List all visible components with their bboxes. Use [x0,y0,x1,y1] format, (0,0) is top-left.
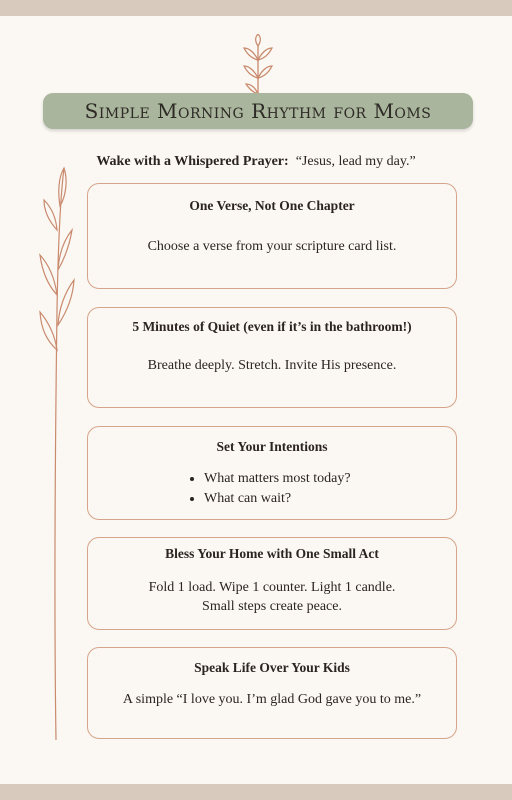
prayer-label: Wake with a Whispered Prayer: [96,154,289,169]
card-heading: Set Your Intentions [216,439,328,454]
card-heading: 5 Minutes of Quiet (even if it’s in the bathroom!) [132,319,412,334]
intentions-list [186,469,351,509]
card-heading: Speak Life Over Your Kids [194,660,350,675]
card-speak-life [87,647,457,739]
list-item: • What can wait? [204,489,351,509]
botanical-stem-icon [30,160,80,745]
card-body: A simple “I love you. I’m glad God gave you to me.” [122,692,422,707]
card-intentions [87,426,457,520]
card-body-line: Small steps create peace. [202,599,342,614]
card-heading: One Verse, Not One Chapter [189,198,355,213]
page-title: Simple Morning Rhythm for Moms [84,99,432,123]
title-banner [43,93,473,129]
card-bless-home [87,537,457,630]
card-heading: Bless Your Home with One Small Act [165,546,379,561]
card-body-line: Fold 1 load. Wipe 1 counter. Light 1 candle. [148,580,396,595]
card-body: Breathe deeply. Stretch. Invite His presence. [147,358,397,373]
card-quiet [87,307,457,408]
list-item: • What matters most today? [204,469,351,489]
prayer-text: “Jesus, lead my day.” [295,154,416,169]
card-body: Choose a verse from your scripture card list. [147,239,397,254]
card-one-verse [87,183,457,289]
